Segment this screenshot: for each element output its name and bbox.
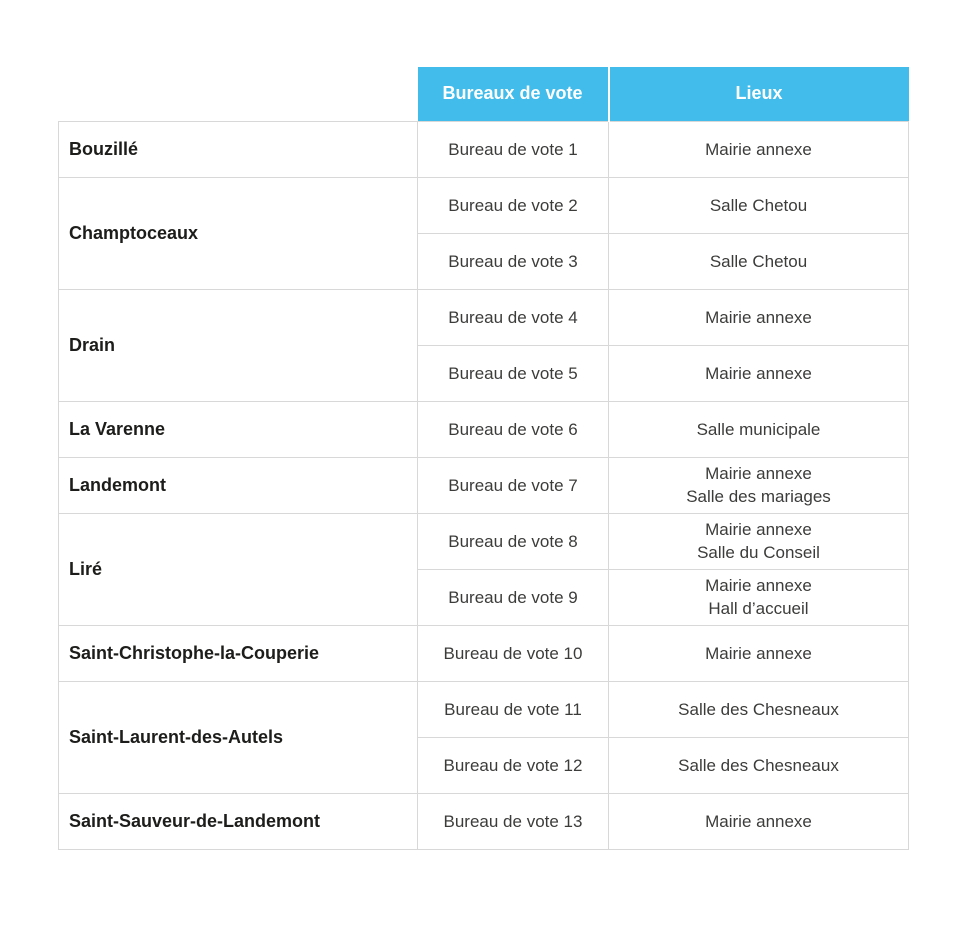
lieu-cell: Salle Chetou: [609, 177, 909, 233]
lieu-cell: Mairie annexe: [609, 289, 909, 345]
lieu-cell: Salle des Chesneaux: [609, 737, 909, 793]
bureau-cell: Bureau de vote 6: [418, 401, 609, 457]
bureau-cell: Bureau de vote 8: [418, 513, 609, 569]
table-row: [59, 793, 909, 849]
commune-cell: Champtoceaux: [59, 177, 418, 289]
table-body: [59, 121, 909, 849]
lieu-cell: Salle municipale: [609, 401, 909, 457]
table-row: [59, 177, 909, 233]
polling-stations-table: [58, 67, 909, 850]
lieu-cell: Mairie annexe Salle du Conseil: [609, 513, 909, 569]
bureau-cell: Bureau de vote 4: [418, 289, 609, 345]
bureau-cell: Bureau de vote 1: [418, 121, 609, 177]
lieu-cell: Mairie annexe: [609, 625, 909, 681]
table-row: [59, 401, 909, 457]
bureau-cell: Bureau de vote 7: [418, 457, 609, 513]
lieu-cell: Mairie annexe Salle des mariages: [609, 457, 909, 513]
bureau-cell: Bureau de vote 2: [418, 177, 609, 233]
commune-cell: Drain: [59, 289, 418, 401]
table-row: [59, 625, 909, 681]
bureau-cell: Bureau de vote 9: [418, 569, 609, 625]
lieu-cell: Mairie annexe: [609, 345, 909, 401]
table-row: [59, 513, 909, 569]
column-header-bureaux-de-vote: Bureaux de vote: [418, 67, 609, 121]
bureau-cell: Bureau de vote 5: [418, 345, 609, 401]
table-row: [59, 121, 909, 177]
lieu-cell: Salle des Chesneaux: [609, 681, 909, 737]
bureau-cell: Bureau de vote 13: [418, 793, 609, 849]
commune-cell: Liré: [59, 513, 418, 625]
table-row: [59, 457, 909, 513]
column-header-lieux: Lieux: [609, 67, 909, 121]
table-header: [59, 67, 909, 121]
commune-cell: Saint-Christophe-la-Couperie: [59, 625, 418, 681]
bureau-cell: Bureau de vote 12: [418, 737, 609, 793]
table-row: [59, 289, 909, 345]
commune-cell: Bouzillé: [59, 121, 418, 177]
lieu-cell: Salle Chetou: [609, 233, 909, 289]
header-row: [59, 67, 909, 121]
lieu-cell: Mairie annexe: [609, 121, 909, 177]
lieu-cell: Mairie annexe Hall d’accueil: [609, 569, 909, 625]
commune-cell: Saint-Laurent-des-Autels: [59, 681, 418, 793]
lieu-cell: Mairie annexe: [609, 793, 909, 849]
header-spacer: [59, 67, 418, 121]
commune-cell: Landemont: [59, 457, 418, 513]
commune-cell: La Varenne: [59, 401, 418, 457]
bureau-cell: Bureau de vote 10: [418, 625, 609, 681]
bureau-cell: Bureau de vote 11: [418, 681, 609, 737]
commune-cell: Saint-Sauveur-de-Landemont: [59, 793, 418, 849]
table-row: [59, 681, 909, 737]
bureau-cell: Bureau de vote 3: [418, 233, 609, 289]
